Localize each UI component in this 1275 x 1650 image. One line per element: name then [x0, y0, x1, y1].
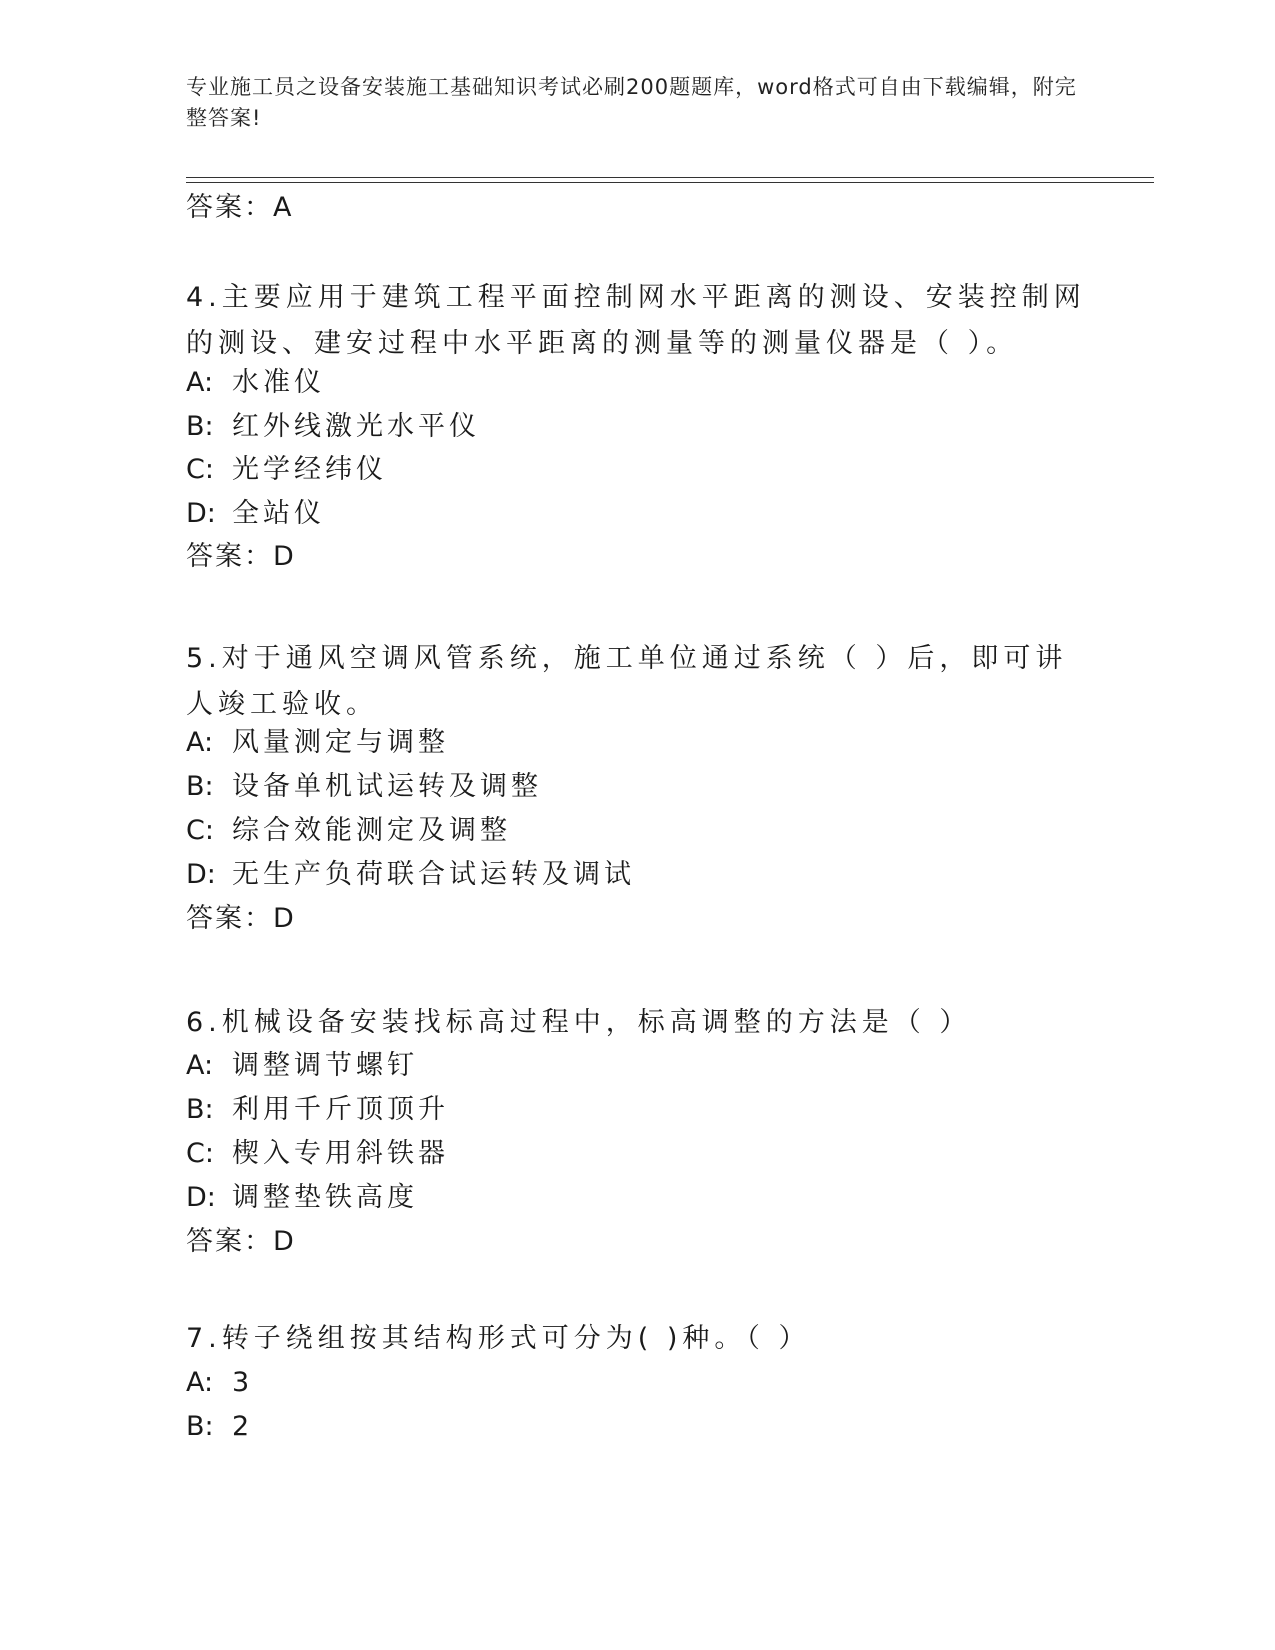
question-4-option-a — [186, 365, 325, 401]
option-text: 调整垫铁高度 — [232, 1182, 418, 1213]
option-letter: B: — [186, 1411, 214, 1442]
question-4-answer: 答案：D — [186, 541, 296, 572]
question-4-option-c — [186, 452, 387, 488]
option-letter: B: — [186, 1094, 214, 1125]
question-6-option-b — [186, 1092, 449, 1128]
header-divider-top — [186, 177, 1154, 178]
option-letter: A: — [186, 367, 214, 398]
question-7-option-b — [186, 1409, 253, 1445]
option-text: 设备单机试运转及调整 — [232, 771, 542, 802]
question-7-option-a — [186, 1365, 253, 1401]
option-letter: D: — [186, 498, 216, 529]
header-divider-bottom — [186, 182, 1154, 183]
question-5-option-b — [186, 769, 542, 805]
option-text: 调整调节螺钉 — [232, 1050, 418, 1081]
option-text: 3 — [232, 1367, 254, 1398]
option-text: 利用千斤顶顶升 — [232, 1094, 449, 1125]
answer-label: 答案：A — [186, 192, 294, 223]
option-text: 水准仪 — [232, 367, 325, 398]
option-letter: A: — [186, 727, 214, 758]
option-letter: A: — [186, 1367, 214, 1398]
option-letter: B: — [186, 771, 214, 802]
question-4-option-d — [186, 496, 325, 532]
option-text: 全站仪 — [232, 498, 325, 529]
option-text: 光学经纬仪 — [232, 454, 387, 485]
option-text: 风量测定与调整 — [232, 727, 449, 758]
question-5-option-a — [186, 725, 449, 761]
question-5-answer: 答案：D — [186, 903, 296, 934]
option-letter: C: — [186, 454, 214, 485]
question-5-option-d — [186, 857, 635, 893]
option-text: 综合效能测定及调整 — [232, 815, 511, 846]
option-letter: D: — [186, 859, 216, 890]
question-6-option-d — [186, 1180, 418, 1216]
question-5-option-c — [186, 813, 511, 849]
question-6-stem: 6.机械设备安装找标高过程中，标高调整的方法是（ ） — [186, 1007, 972, 1038]
option-text: 楔入专用斜铁器 — [232, 1138, 449, 1169]
question-4-option-b — [186, 409, 480, 445]
question-6-option-c — [186, 1136, 449, 1172]
option-text: 无生产负荷联合试运转及调试 — [232, 859, 635, 890]
question-6-answer: 答案：D — [186, 1226, 296, 1257]
option-text: 2 — [232, 1411, 254, 1442]
option-letter: C: — [186, 1138, 214, 1169]
option-letter: C: — [186, 815, 214, 846]
option-letter: D: — [186, 1182, 216, 1213]
question-5-stem: 5.对于通风空调风管系统，施工单位通过系统（ ）后，即可讲人竣工验收。 — [186, 643, 1068, 720]
question-6-option-a — [186, 1048, 418, 1084]
option-text: 红外线激光水平仪 — [232, 411, 480, 442]
option-letter: A: — [186, 1050, 214, 1081]
option-letter: B: — [186, 411, 214, 442]
question-7-stem: 7.转子绕组按其结构形式可分为( )种。（ ） — [186, 1323, 811, 1354]
document-header: 专业施工员之设备安装施工基础知识考试必刷200题题库，word格式可自由下载编辑，附完整答案! — [186, 75, 1077, 130]
question-4-stem: 4.主要应用于建筑工程平面控制网水平距离的测设、安装控制网的测设、建安过程中水平距离的测量等的测量仪器是（ ）。 — [186, 282, 1086, 359]
